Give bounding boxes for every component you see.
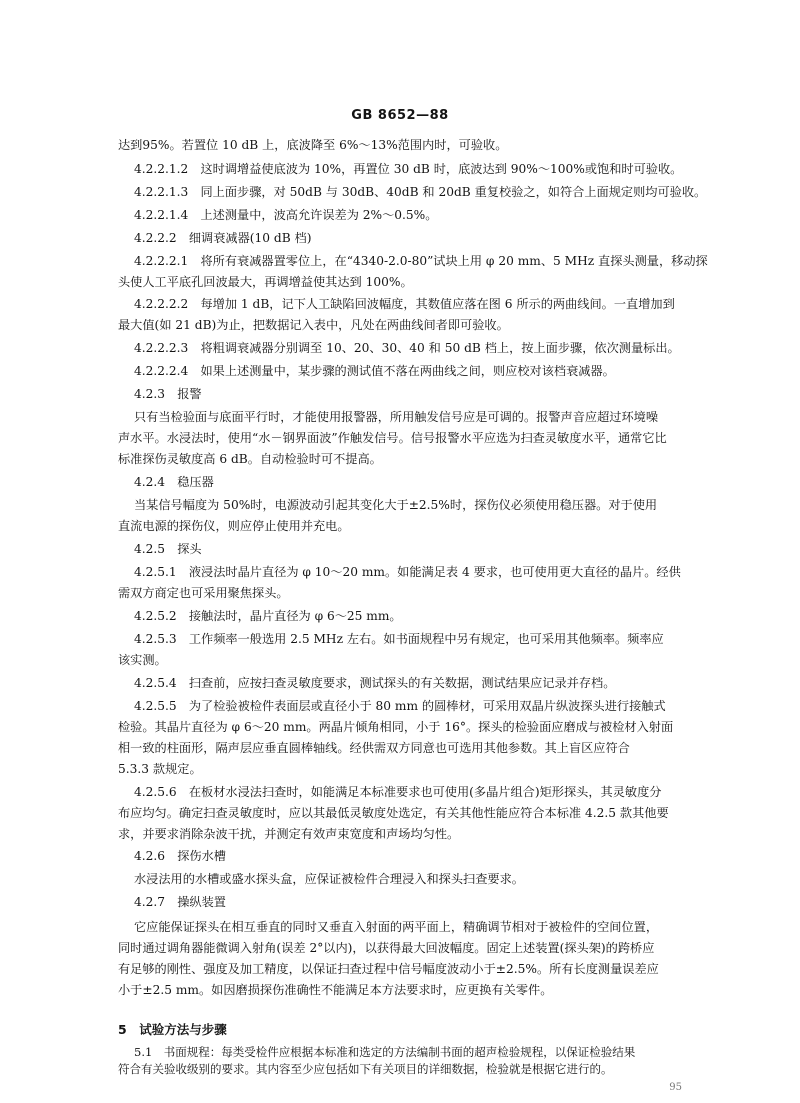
text-line: 小于±2.5 mm。如因磨损探伤准确性不能满足本方法要求时，应更换有关零件。 bbox=[118, 983, 553, 998]
text-line: 它应能保证探头在相互垂直的同时又垂直入射面的两平面上，精确调节相对于被检件的空间位置， bbox=[134, 920, 659, 935]
text-line: 4.2.5.2 接触法时，晶片直径为 φ 6～25 mm。 bbox=[134, 608, 402, 623]
text-line: 检验。其晶片直径为 φ 6～20 mm。两晶片倾角相同，小于 16°。探头的检验面应磨成与被检材入射面 bbox=[118, 719, 674, 734]
text-line: 4.2.2.2.4 如果上述测量中，某步骤的测试值不落在两曲线之间，则应校对该档衰减器。 bbox=[134, 364, 615, 379]
section-5-title: 5 试验方法与步骤 bbox=[118, 1022, 227, 1037]
text-line: 布应均匀。确定扫查灵敏度时，应以其最低灵敏度处选定，有关其他性能应符合本标准 4.2.5 款其他要 bbox=[118, 805, 669, 820]
page-number: 95 bbox=[669, 1082, 682, 1093]
text-line: 标准探伤灵敏度高 6 dB。自动检验时可不提高。 bbox=[118, 452, 382, 467]
text-line: 4.2.5.3 工作频率一般选用 2.5 MHz 左右。如书面规程中另有规定，也可采用其他频率。频率应 bbox=[134, 631, 664, 646]
text-line: 4.2.2.1.4 上述测量中，波高允许误差为 2%～0.5%。 bbox=[134, 207, 438, 222]
paragraph-5-1-line: 5.1 书面规程：每类受检件应根据本标准和选定的方法编制书面的超声检验规程，以保证检验结果 bbox=[134, 1045, 636, 1059]
text-line: 当某信号幅度为 50%时，电源波动引起其变化大于±2.5%时，探伤仪必须使用稳压器。对于使用 bbox=[134, 498, 658, 513]
text-line: 4.2.6 探伤水槽 bbox=[134, 849, 226, 864]
text-line: 头使人工平底孔回波最大，再调增益使其达到 100%。 bbox=[118, 274, 413, 289]
text-line: 直流电源的探伤仪，则应停止使用并充电。 bbox=[118, 519, 350, 534]
text-line: 4.2.5.4 扫查前，应按扫查灵敏度要求，测试探头的有关数据，测试结果应记录并存档。 bbox=[134, 675, 616, 690]
text-line: 需双方商定也可采用聚焦探头。 bbox=[118, 585, 289, 600]
text-line: 4.2.2.1.3 同上面步骤，对 50dB 与 30dB、40dB 和 20dB 重复校验之，如符合上面规定则均可验收。 bbox=[134, 184, 707, 199]
text-line: 4.2.2.2 细调衰减器(10 dB 档) bbox=[134, 230, 312, 245]
text-line: 4.2.5.1 液浸法时晶片直径为 φ 10～20 mm。如能满足表 4 要求，也可使用更大直径的晶片。经供 bbox=[134, 564, 681, 579]
text-line: 4.2.2.2.2 每增加 1 dB，记下人工缺陷回波幅度，其数值应落在图 6 所示的两曲线间。一直增加到 bbox=[134, 297, 675, 312]
text-line: 4.2.2.1.2 这时调增益使底波为 10%，再置位 30 dB 时，底波达到 90%～100%或饱和时可验收。 bbox=[134, 161, 683, 176]
text-line: 4.2.5.6 在板材水浸法扫查时，如能满足本标准要求也可使用(多晶片组合)矩形探头，其灵敏度分 bbox=[134, 784, 662, 799]
text-line: 5.3.3 款规定。 bbox=[118, 761, 202, 776]
text-line: 求，并要求消除杂波干扰，并测定有效声束宽度和声场均匀性。 bbox=[118, 826, 460, 841]
text-line: 达到95%。若置位 10 dB 上，底波降至 6%～13%范围内时，可验收。 bbox=[118, 138, 508, 152]
text-line: 该实测。 bbox=[118, 652, 167, 667]
text-line: 声水平。水浸法时，使用“水－钢界面波”作触发信号。信号报警水平应选为扫查灵敏度水平，通常它比 bbox=[118, 431, 667, 446]
text-line: 水浸法用的水槽或盛水探头盒，应保证被检件合理浸入和探头扫查要求。 bbox=[134, 872, 524, 887]
text-line: 只有当检验面与底面平行时，才能使用报警器，所用触发信号应是可调的。报警声音应超过环境噪 bbox=[134, 410, 659, 425]
standard-header: GB 8652—88 bbox=[351, 108, 449, 123]
text-line: 4.2.7 操纵装置 bbox=[134, 895, 226, 910]
text-line: 4.2.2.2.3 将粗调衰减器分别调至 10、20、30、40 和 50 dB 档上，按上面步骤，依次测量标出。 bbox=[134, 341, 680, 356]
text-line: 4.2.4 稳压器 bbox=[134, 475, 214, 490]
text-line: 同时通过调角器能微调入射角(误差 2°以内)，以获得最大回波幅度。固定上述装置(探头架)的跨桥应 bbox=[118, 941, 655, 956]
text-line: 4.2.3 报警 bbox=[134, 387, 202, 402]
text-line: 相一致的柱面形，隔声层应垂直圆棒轴线。经供需双方同意也可选用其他参数。其上盲区应符合 bbox=[118, 740, 630, 755]
paragraph-5-1-line: 符合有关验收级别的要求。其内容至少应包括如下有关项目的详细数据，检验就是根据它进行的。 bbox=[118, 1062, 613, 1076]
text-line: 4.2.2.2.1 将所有衰减器置零位上，在“4340-2.0-80”试块上用 φ 20 mm、5 MHz 直探头测量，移动探 bbox=[134, 253, 708, 268]
text-line: 4.2.5.5 为了检验被检件表面层或直径小于 80 mm 的圆棒材，可采用双晶片纵波探头进行接触式 bbox=[134, 698, 666, 713]
text-line: 有足够的刚性、强度及加工精度，以保证扫查过程中信号幅度波动小于±2.5%。所有长度测量误差应 bbox=[118, 962, 659, 977]
text-line: 最大值(如 21 dB)为止，把数据记入表中，凡处在两曲线间者即可验收。 bbox=[118, 318, 509, 333]
text-line: 4.2.5 探头 bbox=[134, 541, 202, 556]
